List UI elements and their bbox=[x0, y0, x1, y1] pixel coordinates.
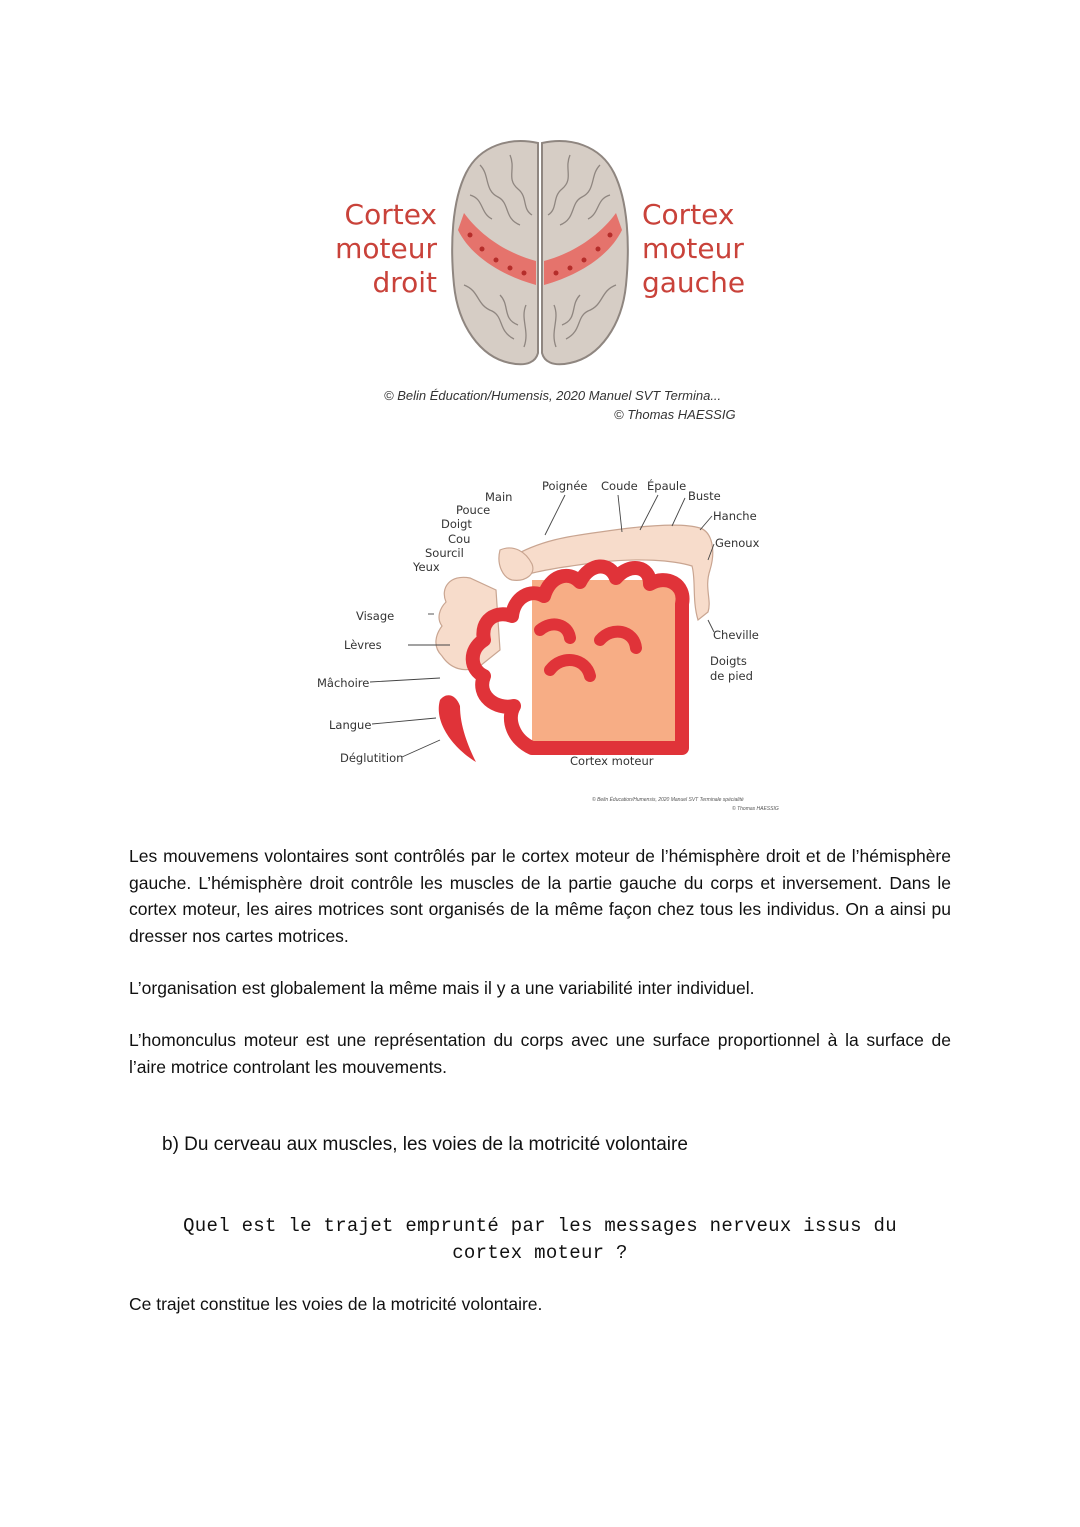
homunculus-credit-author: © Thomas HAESSIG bbox=[732, 806, 779, 812]
brain-top-view-illustration bbox=[440, 135, 640, 370]
paragraph-voies-motricite: Ce trajet constitue les voies de la motricité volontaire. bbox=[129, 1294, 543, 1314]
label-cou: Cou bbox=[448, 532, 471, 546]
label-doigt: Doigt bbox=[441, 517, 472, 531]
label-cheville: Cheville bbox=[713, 628, 759, 642]
question-line-1: Quel est le trajet emprunté par les messages nerveux issus du bbox=[183, 1215, 897, 1237]
brain-figure-credit-author: © Thomas HAESSIG bbox=[614, 407, 736, 422]
paragraph-organisation: L’organisation est globalement la même mais il y a une variabilité inter individuel. bbox=[129, 978, 755, 998]
question-line-2: cortex moteur ? bbox=[452, 1242, 628, 1264]
label-cortex-moteur-droit: Cortex moteur droit bbox=[335, 198, 437, 299]
label-buste: Buste bbox=[688, 489, 721, 503]
label-doigts-de-pied-2: de pied bbox=[710, 669, 753, 683]
paragraph-motor-control: Les mouvemens volontaires sont contrôlés par le cortex moteur de l’hémisphère droit et de l’hémisphère gauche. L’hémisphère droit contrôle les muscles de la partie gauche du corps et inversement. Dans le cortex moteur, les aires motrices sont organisés de la même façon chez tous les individus. On a ainsi pu dresser nos cartes motrices. bbox=[129, 846, 951, 946]
label-machoire: Mâchoire bbox=[317, 676, 370, 690]
label-pouce: Pouce bbox=[456, 503, 491, 517]
label-langue: Langue bbox=[329, 718, 372, 732]
homunculus-credit: © Belin Éducation/Humensis, 2020 Manuel SVT Terminale spécialité bbox=[592, 797, 744, 803]
section-heading-b: b) Du cerveau aux muscles, les voies de la motricité volontaire bbox=[162, 1134, 688, 1155]
label-deglutition: Déglutition bbox=[340, 751, 404, 765]
label-sourcil: Sourcil bbox=[425, 546, 464, 560]
label-yeux: Yeux bbox=[413, 560, 440, 574]
label-coude: Coude bbox=[601, 479, 638, 493]
paragraph-homonculus: L’homonculus moteur est une représentation du corps avec une surface proportionnel à la surface de l’aire motrice controlant les mouvements. bbox=[129, 1030, 951, 1077]
label-genoux: Genoux bbox=[715, 536, 760, 550]
label-cortex-moteur-gauche: Cortex moteur gauche bbox=[642, 198, 746, 299]
label-doigts-de-pied-1: Doigts bbox=[710, 654, 747, 668]
label-epaule: Épaule bbox=[647, 479, 687, 493]
label-hanche: Hanche bbox=[713, 509, 757, 523]
label-poignee: Poignée bbox=[542, 479, 588, 493]
label-cortex-moteur: Cortex moteur bbox=[570, 754, 654, 768]
label-levres: Lèvres bbox=[344, 638, 382, 652]
brain-figure-credit: © Belin Éducation/Humensis, 2020 Manuel SVT Termina... bbox=[384, 388, 722, 403]
label-visage: Visage bbox=[356, 609, 395, 623]
label-main: Main bbox=[485, 490, 513, 504]
